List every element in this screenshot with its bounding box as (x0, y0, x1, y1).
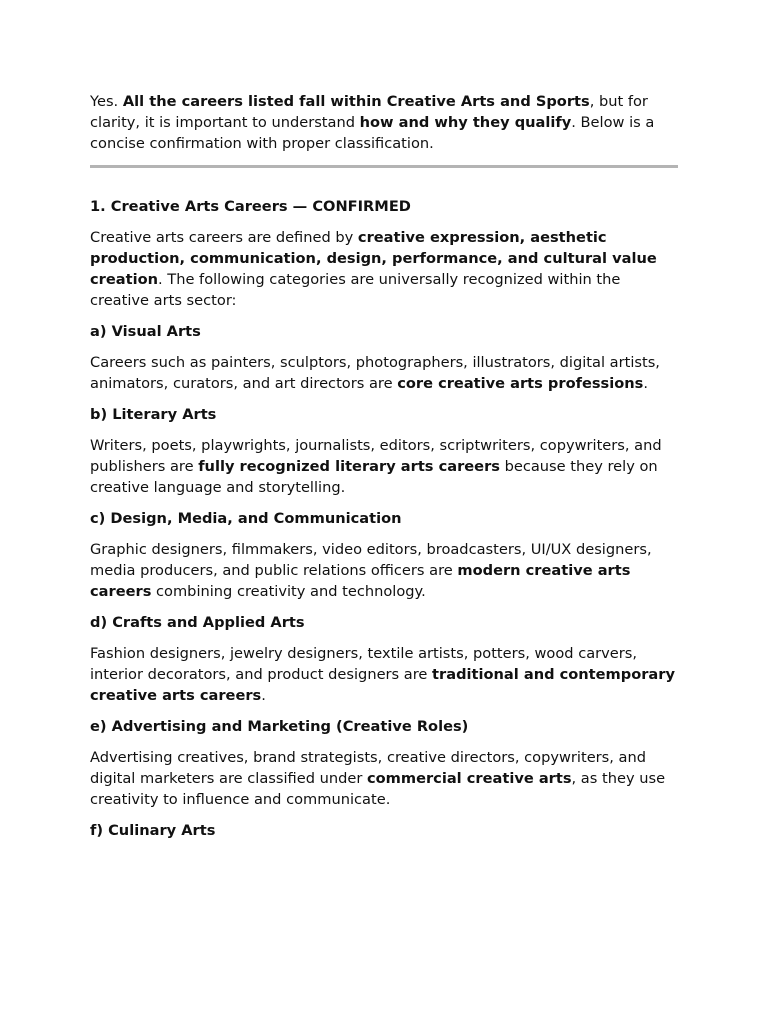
body-text: because they rely on creative language and storytelling. (90, 458, 658, 496)
body-bold: core creative arts professions (397, 375, 644, 392)
intro-bold-1: All the careers listed fall within Creative Arts and Sports (122, 93, 590, 110)
body-text: . (643, 375, 648, 392)
body-text: Fashion designers, jewelry designers, textile artists, potters, wood carvers, interior decorators, and product designers are (90, 645, 638, 683)
body-text: Writers, poets, playwrights, journalists, editors, scriptwriters, copywriters, and publishers are (90, 437, 662, 475)
subsection-body-visual-arts (90, 352, 680, 394)
subsection-heading-literary-arts: b) Literary Arts (90, 406, 217, 423)
definition-text-2: . The following categories are universally recognized within the creative arts sector: (90, 271, 621, 309)
subsection-heading-design-media: c) Design, Media, and Communication (90, 510, 402, 527)
section-1-title: 1. Creative Arts Careers — CONFIRMED (90, 198, 411, 215)
body-bold: commercial creative arts (366, 770, 572, 787)
definition-text-1: Creative arts careers are defined by (90, 229, 358, 246)
intro-text-3: . Below is a concise confirmation with proper classification. (90, 114, 655, 152)
body-text: Careers such as painters, sculptors, photographers, illustrators, digital artists, animators, curators, and art directors are (90, 354, 660, 392)
subsection-heading-visual-arts: a) Visual Arts (90, 323, 201, 340)
intro-text-1: Yes. (90, 93, 123, 110)
intro-paragraph (90, 91, 680, 154)
body-text: Graphic designers, filmmakers, video editors, broadcasters, UI/UX designers, media producers, and public relations officers are (90, 541, 652, 579)
subsection-heading-advertising: e) Advertising and Marketing (Creative Roles) (90, 718, 469, 735)
intro-text-2: , but for clarity, it is important to understand (90, 93, 648, 131)
body-bold: traditional and contemporary creative arts careers (90, 666, 675, 704)
document-page (90, 91, 680, 851)
definition-bold: creative expression, aesthetic production, communication, design, performance, and cultural value creation (90, 229, 657, 288)
body-bold: modern creative arts careers (90, 562, 631, 600)
body-text: Advertising creatives, brand strategists, creative directors, copywriters, and digital marketers are classified under (90, 749, 647, 787)
body-text: . (261, 687, 266, 704)
body-bold: fully recognized literary arts careers (198, 458, 500, 475)
horizontal-divider (90, 165, 678, 168)
body-text: combining creativity and technology. (151, 583, 426, 600)
subsection-body-advertising (90, 747, 680, 810)
subsection-body-crafts (90, 643, 680, 706)
section-1-definition (90, 227, 680, 311)
subsection-body-design-media (90, 539, 680, 602)
subsection-heading-crafts: d) Crafts and Applied Arts (90, 614, 305, 631)
intro-bold-2: how and why they qualify (359, 114, 572, 131)
body-text: , as they use creativity to influence and communicate. (90, 770, 666, 808)
subsection-body-literary-arts (90, 435, 680, 498)
subsection-heading-culinary-arts: f) Culinary Arts (90, 822, 216, 839)
